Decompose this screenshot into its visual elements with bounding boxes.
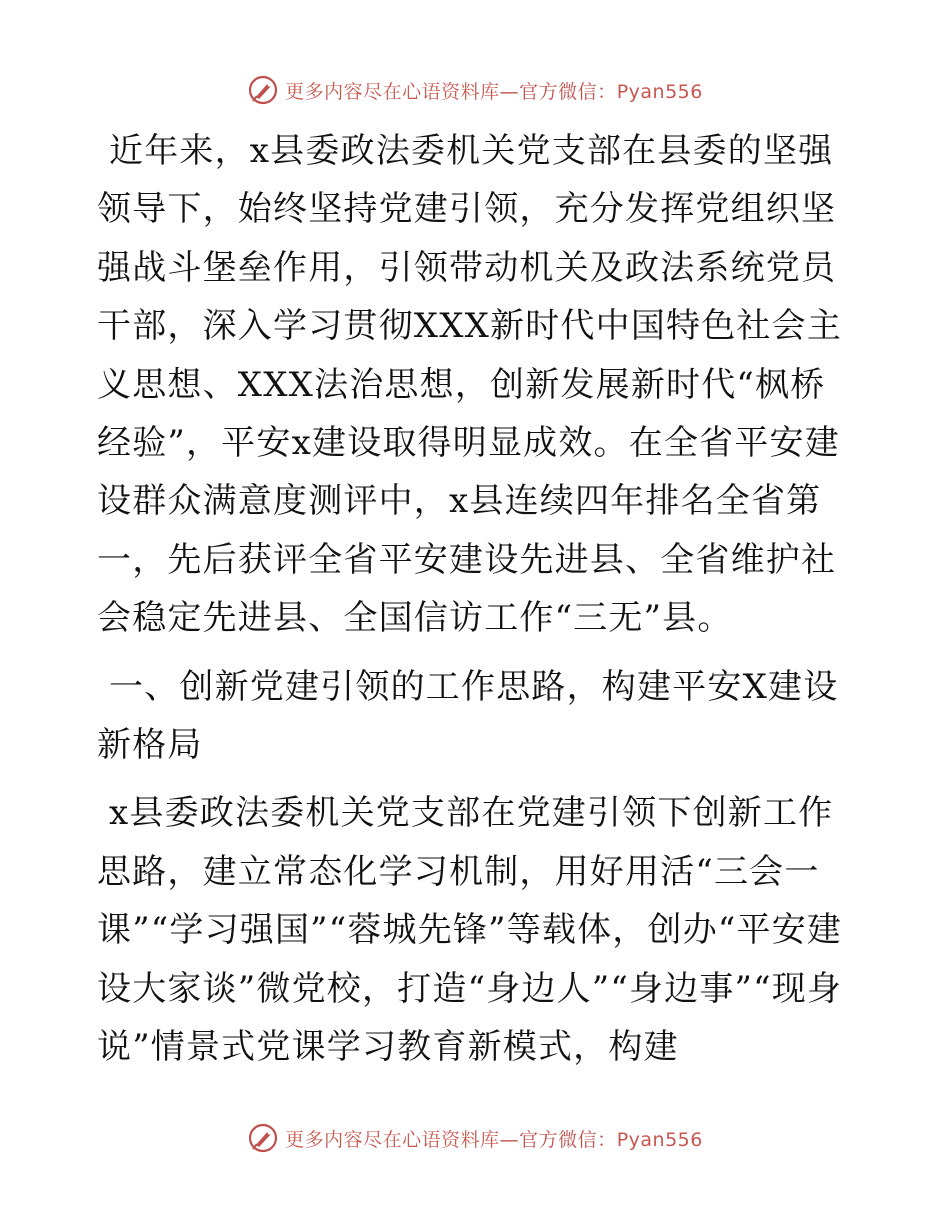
paragraph-intro: 近年来，x县委政法委机关党支部在县委的坚强领导下，始终坚持党建引领，充分发挥党组织坚强战斗堡垒作用，引领带动机关及政法系统党员干部，深入学习贯彻XXX新时代中国特色社会主义思想、XXX法治思想，创新发展新时代“枫桥经验”，平安x建设取得明显成效。在全省平安建设群众满意度测评中，x县连续四年排名全省第一，先后获评全省平安建设先进县、全省维护社会稳定先进县、全国信访工作“三无”县。 [97, 131, 843, 639]
header-watermark [0, 70, 950, 110]
pen-nib-icon [247, 1122, 279, 1154]
footer-watermark [0, 1118, 950, 1158]
section-heading-1: 一、创新党建引领的工作思路，构建平安X建设新格局 [97, 666, 839, 766]
pen-nib-icon [247, 74, 279, 106]
document-body [97, 122, 853, 1077]
watermark-text: 更多内容尽在心语资料库—官方微信：Pyan556 [285, 80, 703, 103]
watermark-text: 更多内容尽在心语资料库—官方微信：Pyan556 [285, 1128, 703, 1151]
paragraph-section-1: x县委政法委机关党支部在党建引领下创新工作思路，建立常态化学习机制，用好用活“三会一课”“学习强国”“蓉城先锋”等载体，创办“平安建设大家谈”微党校，打造“身边人”“身边事”“现身说”情景式党课学习教育新模式，构建 [97, 793, 843, 1068]
